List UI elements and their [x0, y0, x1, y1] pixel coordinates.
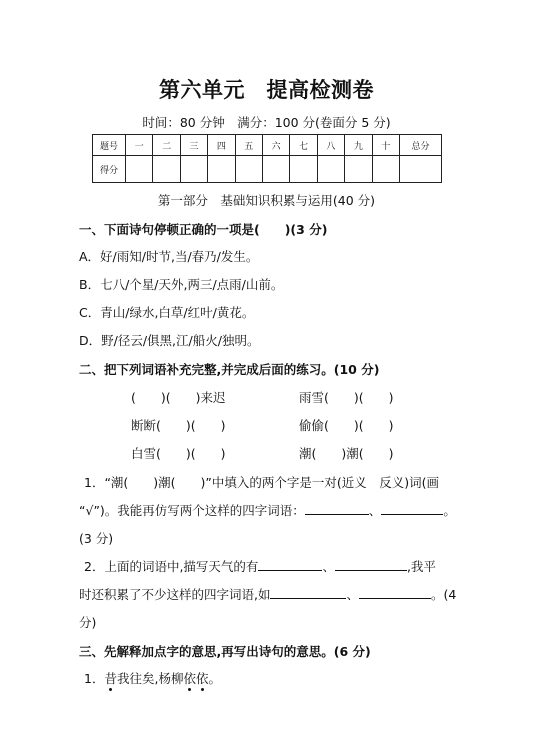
table-cell: 七 — [290, 135, 317, 156]
table-cell: 题号 — [93, 135, 126, 156]
word-item: 断断( )( ) — [131, 418, 226, 433]
score-cell[interactable] — [262, 156, 289, 183]
score-cell[interactable] — [235, 156, 262, 183]
table-cell: 九 — [345, 135, 372, 156]
word-item: 雨雪( )( ) — [299, 390, 394, 405]
answer-blank[interactable] — [258, 557, 322, 571]
score-cell[interactable] — [317, 156, 344, 183]
subquestion-3-1 — [84, 669, 221, 687]
answer-blank[interactable] — [270, 585, 346, 599]
answer-blank[interactable] — [305, 501, 369, 515]
word-item: 白雪( )( ) — [131, 446, 226, 461]
word-item: ( )( )来迟 — [131, 390, 226, 405]
dotted-char: 依 — [195, 671, 209, 686]
page-title: 第六单元 提高检测卷 — [159, 78, 374, 102]
table-cell: 四 — [208, 135, 235, 156]
table-cell: 一 — [126, 135, 153, 156]
table-cell: 三 — [180, 135, 207, 156]
subquestion-1-score: (3 分) — [79, 531, 114, 546]
score-table-header-row — [93, 135, 442, 156]
subquestion-text: “√”)。我能再仿写两个这样的四字词语： — [79, 503, 305, 518]
question-1-heading: 一、下面诗句停顿正确的一项是( )(3 分) — [79, 222, 328, 237]
dotted-char: 昔 — [104, 671, 117, 686]
option-d: D．野/径云/俱黑,江/船火/独明。 — [79, 333, 260, 348]
subquestion-1-line-2 — [79, 501, 456, 519]
subquestion-text: 2．上面的词语中,描写天气的有 — [84, 559, 259, 574]
table-cell: 十 — [372, 135, 399, 156]
subquestion-number: 1． — [84, 671, 105, 686]
answer-blank[interactable] — [335, 557, 407, 571]
score-cell[interactable] — [126, 156, 153, 183]
period: 。 — [443, 503, 456, 518]
table-cell: 二 — [153, 135, 180, 156]
subquestion-2-line-2 — [79, 585, 456, 603]
exam-info: 时间：80 分钟 满分：100 分(卷面分 5 分) — [142, 115, 391, 130]
subquestion-1-line-1: 1．“潮( )潮( )”中填入的两个字是一对(近义 反义)词(画 — [84, 475, 440, 490]
table-cell: 五 — [235, 135, 262, 156]
option-c: C．青山/绿水,白草/红叶/黄花。 — [79, 305, 255, 320]
separator: 、 — [346, 587, 359, 602]
subquestion-text: 时还积累了不少这样的四字词语,如 — [79, 587, 271, 602]
subquestion-text: 。(4 — [431, 587, 457, 602]
subquestion-text: ,我平 — [406, 559, 436, 574]
score-cell[interactable] — [153, 156, 180, 183]
table-cell: 八 — [317, 135, 344, 156]
period: 。 — [208, 671, 221, 686]
score-cell[interactable] — [372, 156, 399, 183]
question-2-heading: 二、把下列词语补充完整,并完成后面的练习。(10 分) — [79, 362, 380, 377]
option-b: B．七八/个星/天外,两三/点雨/山前。 — [79, 277, 284, 292]
table-cell: 得分 — [93, 156, 126, 183]
dotted-char: 依 — [183, 671, 196, 686]
score-cell[interactable] — [208, 156, 235, 183]
option-a: A．好/雨知/时节,当/春乃/发生。 — [79, 249, 259, 264]
score-table-score-row — [93, 156, 442, 183]
part-heading: 第一部分 基础知识积累与运用(40 分) — [157, 193, 376, 208]
table-cell: 总分 — [400, 135, 442, 156]
word-item: 偷偷( )( ) — [299, 418, 394, 433]
poem-text: 我往矣,杨柳 — [116, 671, 184, 686]
separator: 、 — [368, 503, 382, 518]
answer-blank[interactable] — [359, 585, 431, 599]
subquestion-2-score: 分) — [79, 615, 97, 630]
question-3-heading: 三、先解释加点字的意思,再写出诗句的意思。(6 分) — [79, 644, 371, 659]
table-cell: 六 — [262, 135, 289, 156]
score-cell[interactable] — [345, 156, 372, 183]
score-cell[interactable] — [180, 156, 207, 183]
score-cell[interactable] — [290, 156, 317, 183]
subquestion-2-line-1 — [84, 557, 436, 575]
word-item: 潮( )潮( ) — [299, 446, 394, 461]
score-cell[interactable] — [400, 156, 442, 183]
score-table — [92, 134, 442, 183]
separator: 、 — [322, 559, 335, 574]
answer-blank[interactable] — [381, 501, 443, 515]
